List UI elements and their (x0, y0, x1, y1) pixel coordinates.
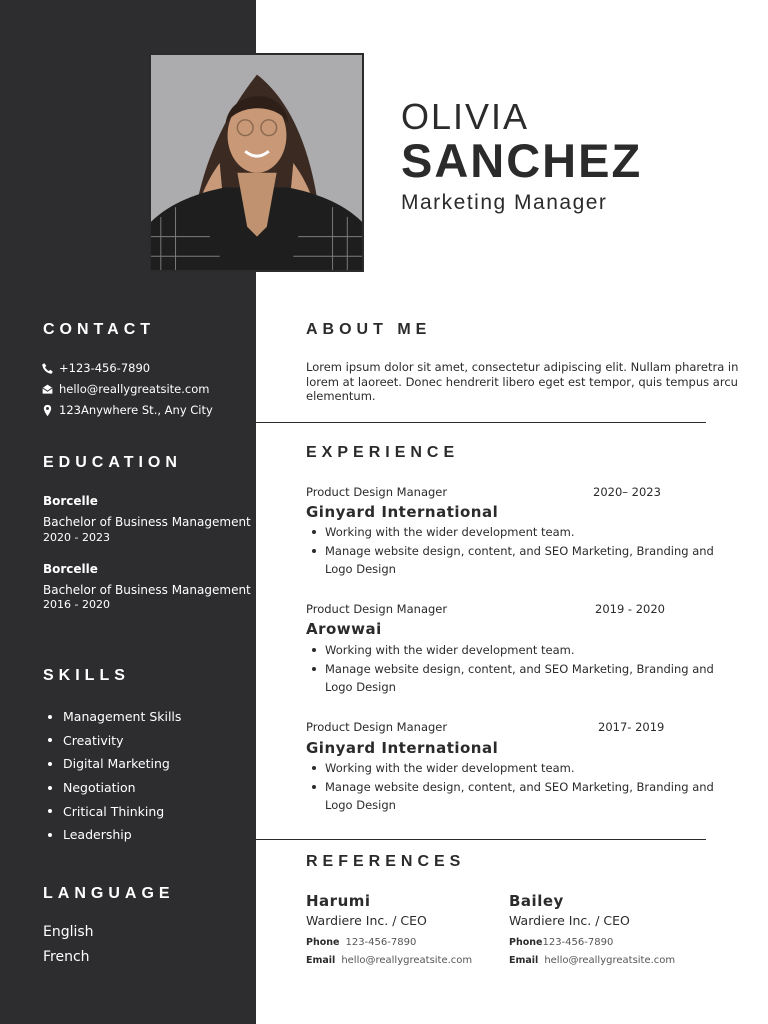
experience-company: Ginyard International (306, 739, 499, 757)
contact-address (41, 403, 213, 417)
experience-bullet: Working with the wider development team. (310, 759, 740, 778)
experience-bullets (310, 523, 740, 579)
address-text: 123Anywhere St., Any City (59, 403, 213, 417)
language-item: English (43, 924, 94, 940)
experience-bullets (310, 759, 740, 815)
experience-role: Product Design Manager (306, 485, 448, 499)
education-degree: Bachelor of Business Management (43, 583, 251, 597)
reference-phone (306, 937, 416, 948)
last-name: SANCHEZ (401, 134, 643, 187)
section-divider (256, 839, 706, 840)
bullet-icon (48, 738, 52, 742)
phone-text: +123-456-7890 (59, 361, 151, 375)
skill-item (48, 752, 181, 776)
education-school: Borcelle (43, 562, 98, 576)
skill-item (48, 705, 181, 729)
skill-item (48, 776, 181, 800)
bullet-icon (48, 786, 52, 790)
email-icon (41, 383, 54, 396)
skills-heading: SKILLS (43, 667, 130, 684)
section-divider (256, 422, 706, 423)
experience-role: Product Design Manager (306, 720, 448, 734)
experience-bullet: Working with the wider development team. (310, 641, 740, 660)
education-years: 2020 - 2023 (43, 531, 110, 544)
skill-item (48, 729, 181, 753)
phone-label: Phone (306, 937, 340, 948)
bullet-icon (48, 809, 52, 813)
experience-dates: 2017- 2019 (598, 720, 665, 734)
about-text: Lorem ipsum dolor sit amet, consectetur adipiscing elit. Nullam pharetra in lorem at laoreet. Donec hendrerit libero eget est tempor, quis tempus arcu elementum. (306, 360, 739, 403)
reference-phone-value: 123-456-7890 (542, 937, 614, 948)
language-heading: LANGUAGE (43, 885, 175, 902)
email-label: Email (306, 955, 336, 966)
reference-company: Wardiere Inc. / CEO (509, 913, 630, 928)
experience-role: Product Design Manager (306, 602, 448, 616)
reference-company: Wardiere Inc. / CEO (306, 913, 427, 928)
skill-label: Negotiation (63, 780, 136, 796)
skill-item (48, 823, 181, 847)
skill-label: Management Skills (63, 709, 182, 725)
education-years: 2016 - 2020 (43, 598, 110, 611)
phone-icon (41, 362, 54, 375)
first-name: OLIVIA (401, 96, 530, 137)
experience-bullet: Manage website design, content, and SEO Marketing, Branding and Logo Design (310, 542, 740, 579)
bullet-icon (48, 833, 52, 837)
bullet-icon (48, 762, 52, 766)
reference-name: Bailey (509, 892, 564, 910)
skills-list (48, 705, 181, 847)
reference-email-value: hello@reallygreatsite.com (341, 955, 473, 966)
experience-heading: EXPERIENCE (306, 444, 460, 461)
about-heading: ABOUT ME (306, 321, 432, 338)
skill-label: Creativity (63, 732, 124, 748)
reference-email[interactable] (306, 955, 472, 966)
email-label: Email (509, 955, 539, 966)
reference-phone-value: 123-456-7890 (345, 937, 417, 948)
experience-dates: 2020– 2023 (593, 485, 661, 499)
language-item: French (43, 949, 90, 965)
education-heading: EDUCATION (43, 454, 182, 471)
experience-bullet: Manage website design, content, and SEO Marketing, Branding and Logo Design (310, 660, 740, 697)
skill-label: Critical Thinking (63, 803, 165, 819)
location-pin-icon (41, 404, 54, 417)
contact-email[interactable] (41, 382, 209, 396)
profile-photo (149, 53, 364, 272)
experience-dates: 2019 - 2020 (595, 602, 665, 616)
reference-email[interactable] (509, 955, 675, 966)
experience-company: Ginyard International (306, 503, 499, 521)
skill-label: Leadership (63, 827, 132, 843)
education-degree: Bachelor of Business Management (43, 515, 251, 529)
skill-item (48, 799, 181, 823)
bullet-icon (48, 715, 52, 719)
education-school: Borcelle (43, 494, 98, 508)
phone-label: Phone (509, 937, 543, 948)
experience-company: Arowwai (306, 620, 382, 638)
experience-bullets (310, 641, 740, 697)
contact-heading: CONTACT (43, 321, 156, 338)
experience-bullet: Working with the wider development team. (310, 523, 740, 542)
contact-phone[interactable] (41, 361, 150, 375)
reference-email-value: hello@reallygreatsite.com (544, 955, 676, 966)
references-heading: REFERENCES (306, 853, 466, 870)
reference-name: Harumi (306, 892, 371, 910)
email-text: hello@reallygreatsite.com (59, 382, 210, 396)
experience-bullet: Manage website design, content, and SEO Marketing, Branding and Logo Design (310, 778, 740, 815)
skill-label: Digital Marketing (63, 756, 170, 772)
reference-phone (509, 937, 613, 948)
job-title: Marketing Manager (401, 191, 608, 214)
